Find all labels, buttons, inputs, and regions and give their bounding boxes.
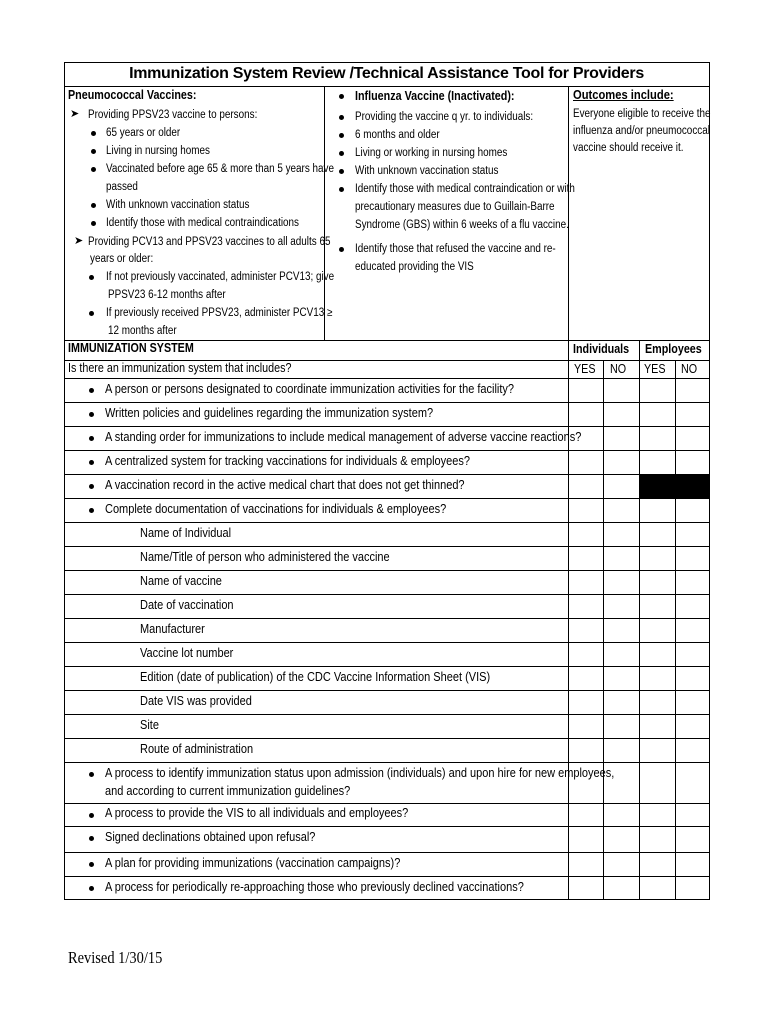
system-row: Complete documentation of vaccinations for individuals & employees? xyxy=(105,502,447,516)
system-heading: IMMUNIZATION SYSTEM xyxy=(68,341,194,355)
employees-label: Employees xyxy=(645,342,702,356)
bullet-icon xyxy=(91,167,96,172)
individuals-label: Individuals xyxy=(573,342,630,356)
bullet-icon xyxy=(91,221,96,226)
system-row: A process to identify immunization status upon admission (individuals) and upon hire for new employees, xyxy=(105,766,615,780)
arrow-bullet-icon: ➤ xyxy=(74,235,84,247)
row-divider xyxy=(64,498,710,499)
system-row-continued: and according to current immunization guidelines? xyxy=(105,784,351,798)
pneumococcal-group1-lead: Providing PPSV23 vaccine to persons: xyxy=(88,109,258,121)
system-row: A standing order for immunizations to include medical management of adverse vaccine reactions? xyxy=(105,430,582,444)
system-row: Written policies and guidelines regarding the immunization system? xyxy=(105,406,434,420)
bullet-icon xyxy=(89,311,94,316)
column-divider xyxy=(324,86,325,340)
outcomes-text: Everyone eligible to receive the xyxy=(573,108,711,120)
bullet-icon xyxy=(339,133,344,138)
bullet-icon xyxy=(89,508,94,513)
documentation-subrow: Name of vaccine xyxy=(140,574,222,588)
system-row: A process to provide the VIS to all individuals and employees? xyxy=(105,806,409,820)
bullet-icon xyxy=(89,836,94,841)
system-row: A plan for providing immunizations (vaccination campaigns)? xyxy=(105,856,401,870)
influenza-item: Identify those that refused the vaccine and re- xyxy=(355,243,556,255)
pneumococcal-group2-lead-continued: years or older: xyxy=(90,253,154,265)
bullet-icon xyxy=(89,436,94,441)
column-divider xyxy=(639,340,640,900)
row-divider xyxy=(64,852,710,853)
influenza-heading: Influenza Vaccine (Inactivated): xyxy=(355,89,515,103)
outcomes-heading: Outcomes include: xyxy=(573,87,674,102)
row-divider xyxy=(64,522,710,523)
revision-footer: Revised 1/30/15 xyxy=(68,948,163,967)
bullet-icon xyxy=(339,247,344,252)
bullet-icon xyxy=(89,460,94,465)
system-row: A centralized system for tracking vaccinations for individuals & employees? xyxy=(105,454,471,468)
bullet-icon xyxy=(89,484,94,489)
bullet-icon xyxy=(91,149,96,154)
bullet-icon xyxy=(339,115,344,120)
documentation-subrow: Site xyxy=(140,718,159,732)
influenza-item-continued: educated providing the VIS xyxy=(355,261,474,273)
documentation-subrow: Name of Individual xyxy=(140,526,232,540)
influenza-item: Living or working in nursing homes xyxy=(355,147,508,159)
row-divider xyxy=(64,666,710,667)
row-divider xyxy=(64,594,710,595)
system-question: Is there an immunization system that includes? xyxy=(68,361,292,375)
influenza-item-continued: Syndrome (GBS) within 6 weeks of a flu vaccine. xyxy=(355,219,569,231)
documentation-subrow: Name/Title of person who administered the vaccine xyxy=(140,550,390,564)
bullet-icon xyxy=(339,187,344,192)
pneumococcal-group2-item-continued: PPSV23 6-12 months after xyxy=(108,289,226,301)
documentation-subrow: Date of vaccination xyxy=(140,598,234,612)
page-title: Immunization System Review /Technical Assistance Tool for Providers xyxy=(129,65,644,82)
bullet-icon xyxy=(89,388,94,393)
row-divider xyxy=(64,450,710,451)
row-divider xyxy=(64,378,710,379)
system-row: Signed declinations obtained upon refusal? xyxy=(105,830,316,844)
column-divider xyxy=(675,360,676,900)
row-divider xyxy=(64,570,710,571)
outcomes-text: influenza and/or pneumococcal xyxy=(573,125,710,137)
bullet-icon xyxy=(339,94,344,99)
bullet-icon xyxy=(89,886,94,891)
row-divider xyxy=(64,618,710,619)
column-divider xyxy=(603,360,604,900)
pneumococcal-heading: Pneumococcal Vaccines: xyxy=(68,88,197,102)
employees-no-label: NO xyxy=(681,362,698,376)
individuals-no-label: NO xyxy=(610,362,627,376)
row-divider xyxy=(64,690,710,691)
documentation-subrow: Date VIS was provided xyxy=(140,694,252,708)
row-divider xyxy=(64,642,710,643)
pneumococcal-item: 65 years or older xyxy=(106,127,181,139)
bullet-icon xyxy=(339,169,344,174)
influenza-item-continued: precautionary measures due to Guillain-Barre xyxy=(355,201,555,213)
row-divider xyxy=(64,876,710,877)
bullet-icon xyxy=(91,203,96,208)
pneumococcal-group2-item-continued: 12 months after xyxy=(108,325,177,337)
system-row: A vaccination record in the active medical chart that does not get thinned? xyxy=(105,478,465,492)
pneumococcal-item: Living in nursing homes xyxy=(106,145,210,157)
row-divider xyxy=(64,762,710,763)
row-divider xyxy=(64,738,710,739)
documentation-subrow: Vaccine lot number xyxy=(140,646,234,660)
influenza-item: 6 months and older xyxy=(355,129,440,141)
employees-yes-label: YES xyxy=(644,362,666,376)
bullet-icon xyxy=(89,275,94,280)
pneumococcal-group2-item: If not previously vaccinated, administer PCV13; give xyxy=(106,271,335,283)
row-divider xyxy=(64,426,710,427)
influenza-item: Identify those with medical contraindication or with xyxy=(355,183,575,195)
bullet-icon xyxy=(91,131,96,136)
row-divider xyxy=(64,803,710,804)
outcomes-text: vaccine should receive it. xyxy=(573,142,684,154)
system-row: A process for periodically re-approaching those who previously declined vaccinations? xyxy=(105,880,524,894)
documentation-subrow: Route of administration xyxy=(140,742,254,756)
documentation-subrow: Edition (date of publication) of the CDC Vaccine Information Sheet (VIS) xyxy=(140,670,491,684)
documentation-subrow: Manufacturer xyxy=(140,622,205,636)
pneumococcal-group2-lead: Providing PCV13 and PPSV23 vaccines to all adults 65 xyxy=(88,236,331,248)
pneumococcal-item: With unknown vaccination status xyxy=(106,199,250,211)
pneumococcal-group2-item: If previously received PPSV23, administer PCV13 ≥ xyxy=(106,307,333,319)
pneumococcal-item: Identify those with medical contraindications xyxy=(106,217,299,229)
row-divider xyxy=(64,474,710,475)
bullet-icon xyxy=(89,772,94,777)
system-row: A person or persons designated to coordinate immunization activities for the facility? xyxy=(105,382,515,396)
bullet-icon xyxy=(339,151,344,156)
influenza-item: Providing the vaccine q yr. to individuals: xyxy=(355,111,534,123)
bullet-icon xyxy=(89,813,94,818)
shaded-cell xyxy=(640,475,710,498)
influenza-item: With unknown vaccination status xyxy=(355,165,499,177)
row-divider xyxy=(64,546,710,547)
bullet-icon xyxy=(89,862,94,867)
pneumococcal-item: Vaccinated before age 65 & more than 5 years have xyxy=(106,163,334,175)
row-divider xyxy=(64,714,710,715)
row-divider xyxy=(64,826,710,827)
row-divider xyxy=(64,402,710,403)
bullet-icon xyxy=(89,412,94,417)
pneumococcal-item-continued: passed xyxy=(106,181,138,193)
individuals-yes-label: YES xyxy=(574,362,596,376)
arrow-bullet-icon: ➤ xyxy=(70,108,80,120)
